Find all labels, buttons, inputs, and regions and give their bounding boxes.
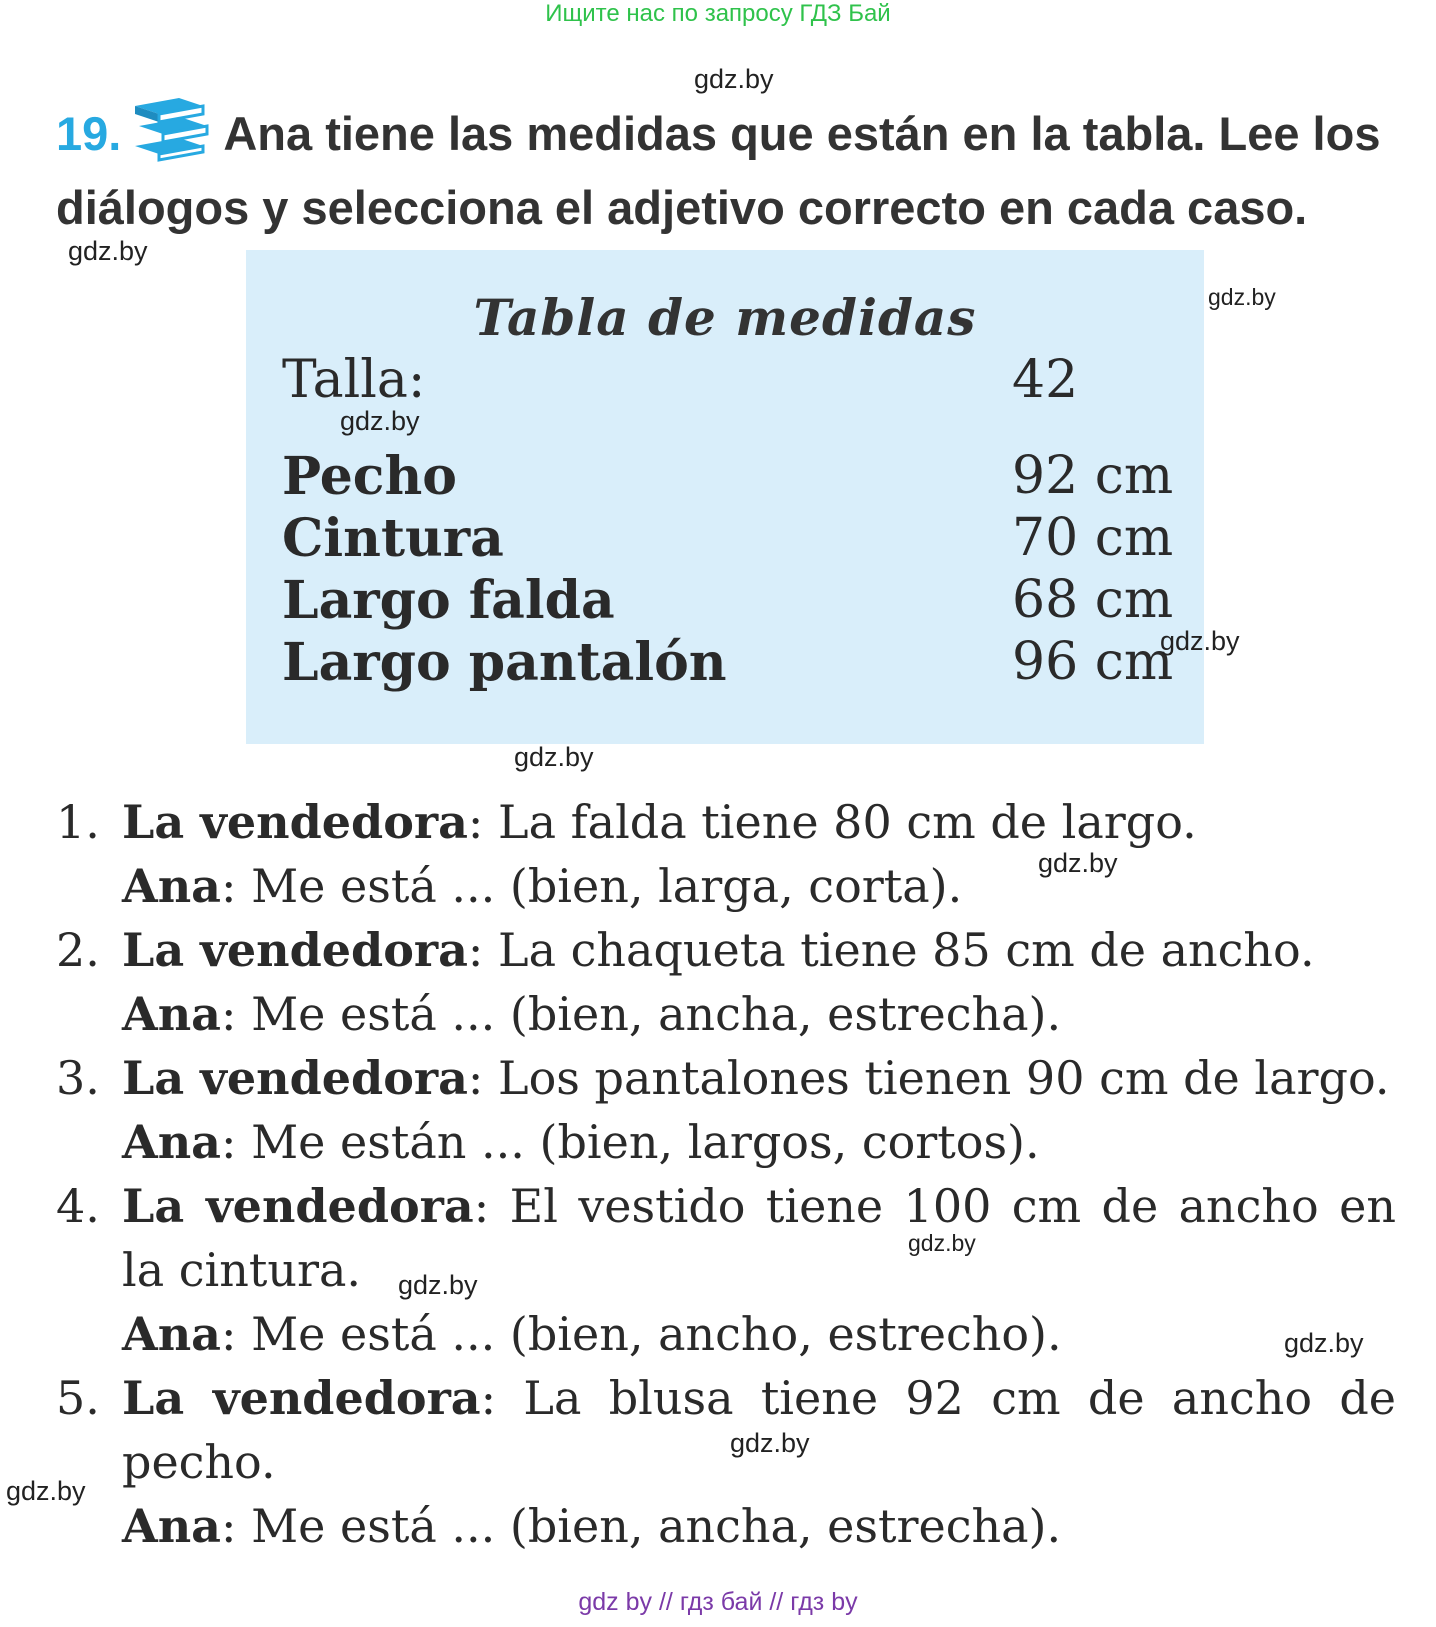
ana-reply: Me están ... (bien, largos, cortos). — [251, 1115, 1040, 1169]
row-label: Cintura — [282, 508, 504, 569]
row-value: 42 — [1012, 350, 1079, 410]
ana-label: Ana — [122, 1115, 221, 1169]
row-value: 70 cm — [1012, 508, 1174, 568]
table-row — [282, 632, 1204, 692]
watermark: gdz.by — [908, 1230, 976, 1256]
books-icon — [131, 92, 211, 177]
watermark: gdz.by — [1284, 1328, 1364, 1358]
dialog-list — [56, 790, 1396, 1558]
table-row — [282, 508, 1204, 568]
row-label: Pecho — [282, 446, 457, 507]
table-title: Tabla de medidas — [473, 288, 977, 347]
watermark: gdz.by — [730, 1428, 810, 1458]
ana-label: Ana — [122, 859, 221, 913]
speaker-line-cont: la cintura. — [122, 1243, 362, 1297]
table-row — [282, 446, 1204, 506]
row-value: 68 cm — [1012, 570, 1174, 630]
exercise-heading — [56, 92, 1396, 239]
ana-reply: Me está ... (bien, ancho, estrecho). — [251, 1307, 1062, 1361]
speaker-line: El vestido tiene 100 cm de ancho en — [509, 1179, 1397, 1233]
dialog-number: 4. — [56, 1179, 100, 1233]
speaker-line: La blusa tiene 92 cm de ancho de — [523, 1371, 1397, 1425]
table-row — [282, 350, 1204, 410]
speaker: La vendedora — [122, 923, 468, 977]
row-label: Largo falda — [282, 570, 615, 631]
dialog-number: 3. — [56, 1051, 100, 1105]
exercise-number: 19. — [56, 107, 122, 160]
watermark: gdz.by — [1160, 626, 1240, 656]
speaker: La vendedora — [122, 1051, 468, 1105]
watermark: gdz.by — [6, 1476, 86, 1506]
speaker-line-cont: pecho. — [122, 1435, 276, 1489]
row-value: 92 cm — [1012, 446, 1174, 506]
measurements-table — [246, 250, 1204, 744]
table-row — [282, 570, 1204, 630]
ana-label: Ana — [122, 987, 221, 1041]
dialog-item: 3. La vendedora: Los pantalones tienen 90 cm de largo. Ana: Me están ... (bien, largos, cortos). — [56, 1046, 1396, 1174]
watermark: gdz.by — [398, 1270, 478, 1300]
heading-line-1: Ana tiene las medidas que están en la tabla. Lee los — [223, 107, 1381, 160]
watermark: gdz.by — [694, 64, 774, 94]
ana-reply: Me está ... (bien, ancha, estrecha). — [251, 987, 1062, 1041]
speaker: La vendedora — [122, 1371, 481, 1425]
speaker-line: La chaqueta tiene 85 cm de ancho. — [498, 923, 1315, 977]
watermark: gdz.by — [68, 236, 148, 266]
dialog-item: 2. La vendedora: La chaqueta tiene 85 cm de ancho. Ana: Me está ... (bien, ancha, estrecha). — [56, 918, 1396, 1046]
watermark: gdz.by — [514, 742, 594, 772]
dialog-number: 1. — [56, 795, 100, 849]
dialog-item: 1. La vendedora: La falda tiene 80 cm de largo. Ana: Me está ... (bien, larga, corta). — [56, 790, 1396, 918]
footer-links: gdz by // гдз бай // гдз by — [578, 1588, 858, 1616]
dialog-item: 4. La vendedora: El vestido tiene 100 cm de ancho en la cintura. Ana: Me está ... (bien, ancho, estrecho). — [56, 1174, 1396, 1366]
watermark: gdz.by — [1038, 848, 1118, 878]
top-note: Ищите нас по запросу ГДЗ Бай — [545, 0, 891, 27]
speaker-line: Los pantalones tienen 90 cm de largo. — [498, 1051, 1390, 1105]
watermark: gdz.by — [340, 406, 420, 436]
speaker: La vendedora — [122, 795, 468, 849]
speaker: La vendedora — [122, 1179, 474, 1233]
ana-label: Ana — [122, 1499, 221, 1553]
dialog-item: 5. La vendedora: La blusa tiene 92 cm de ancho de pecho. Ana: Me está ... (bien, ancha, estrecha). — [56, 1366, 1396, 1558]
speaker-line: La falda tiene 80 cm de largo. — [498, 795, 1197, 849]
heading-line-2: diálogos y selecciona el adjetivo correcto en cada caso. — [56, 181, 1308, 234]
row-value: 96 cm — [1012, 632, 1174, 692]
ana-reply: Me está ... (bien, larga, corta). — [251, 859, 963, 913]
ana-label: Ana — [122, 1307, 221, 1361]
ana-reply: Me está ... (bien, ancha, estrecha). — [251, 1499, 1062, 1553]
dialog-number: 5. — [56, 1371, 100, 1425]
dialog-number: 2. — [56, 923, 100, 977]
watermark: gdz.by — [1208, 284, 1276, 310]
row-label: Talla: — [282, 350, 426, 410]
row-label: Largo pantalón — [282, 632, 727, 693]
